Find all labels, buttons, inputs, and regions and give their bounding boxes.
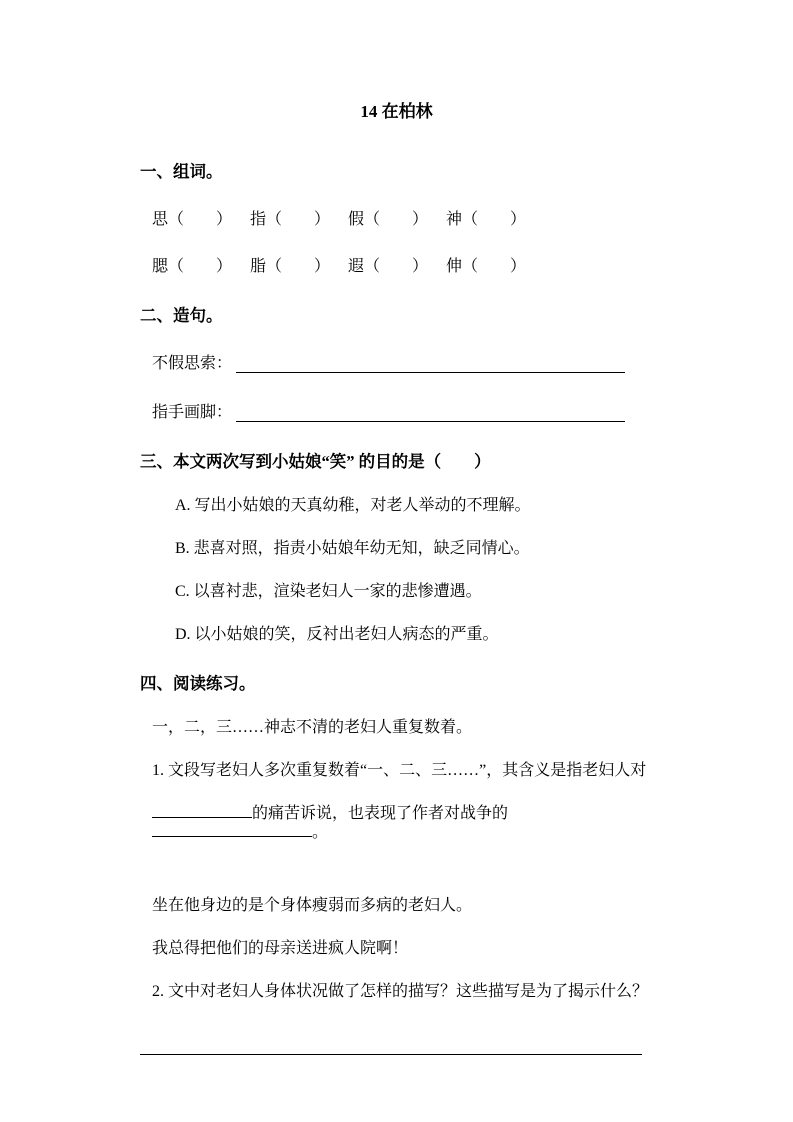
section4-heading: 四、阅读练习。 bbox=[140, 674, 256, 693]
reading-quote-3: 我总得把他们的母亲送进疯人院啊！ bbox=[152, 940, 409, 957]
section-reading-practice bbox=[140, 670, 653, 1055]
word-item: 神（ ） bbox=[446, 211, 527, 228]
word-row-2 bbox=[140, 253, 653, 276]
section-sentence-making bbox=[140, 302, 653, 422]
section-word-formation bbox=[140, 158, 653, 276]
word-item: 腮（ ） bbox=[152, 258, 233, 275]
sentence-item-1 bbox=[140, 350, 625, 373]
choice-option-c: C. 以喜衬悲，渲染老妇人一家的悲惨遭遇。 bbox=[175, 583, 482, 600]
choice-option-b: B. 悲喜对照，指责小姑娘年幼无知，缺乏同情心。 bbox=[175, 540, 530, 557]
reading-question-2: 2. 文中对老妇人身体状况做了怎样的描写？这些描写是为了揭示什么？ bbox=[152, 983, 649, 1000]
answer-blank-line bbox=[140, 1033, 642, 1055]
reading-question-1-line-1: 1. 文段写老妇人多次重复数着“一、二、三……”，其含义是指老妇人对 bbox=[152, 762, 647, 779]
section-multiple-choice bbox=[140, 448, 653, 644]
question-1-text: 的痛苦诉说，也表现了作者对战争的 bbox=[252, 805, 509, 822]
word-item: 思（ ） bbox=[152, 211, 233, 228]
choice-option-a: A. 写出小姑娘的天真幼稚，对老人举动的不理解。 bbox=[175, 497, 531, 514]
word-row-1 bbox=[140, 206, 653, 229]
answer-blank bbox=[152, 823, 312, 837]
section3-heading: 三、本文两次写到小姑娘“笑” 的目的是（ ） bbox=[140, 452, 491, 471]
sentence-word-label: 不假思索： bbox=[152, 355, 233, 372]
reading-quote-2: 坐在他身边的是个身体瘦弱而多病的老妇人。 bbox=[152, 897, 473, 914]
sentence-word-label: 指手画脚： bbox=[152, 404, 233, 421]
word-item: 伸（ ） bbox=[446, 258, 527, 275]
section2-heading: 二、造句。 bbox=[140, 306, 223, 325]
answer-blank bbox=[236, 355, 625, 373]
section1-heading: 一、组词。 bbox=[140, 162, 223, 181]
word-item: 脂（ ） bbox=[250, 258, 331, 275]
sentence-item-2 bbox=[140, 399, 625, 422]
answer-blank bbox=[236, 404, 625, 422]
page-title: 14 在柏林 bbox=[360, 102, 433, 121]
word-item: 遐（ ） bbox=[348, 258, 429, 275]
word-item: 指（ ） bbox=[250, 211, 331, 228]
question-1-period: 。 bbox=[312, 824, 329, 841]
word-item: 假（ ） bbox=[348, 211, 429, 228]
choice-option-d: D. 以小姑娘的笑，反衬出老妇人病态的严重。 bbox=[175, 626, 499, 643]
reading-quote-1: 一，二，三……神志不清的老妇人重复数着。 bbox=[152, 719, 473, 736]
answer-blank bbox=[152, 804, 252, 818]
reading-question-1-line-2 bbox=[140, 804, 653, 842]
